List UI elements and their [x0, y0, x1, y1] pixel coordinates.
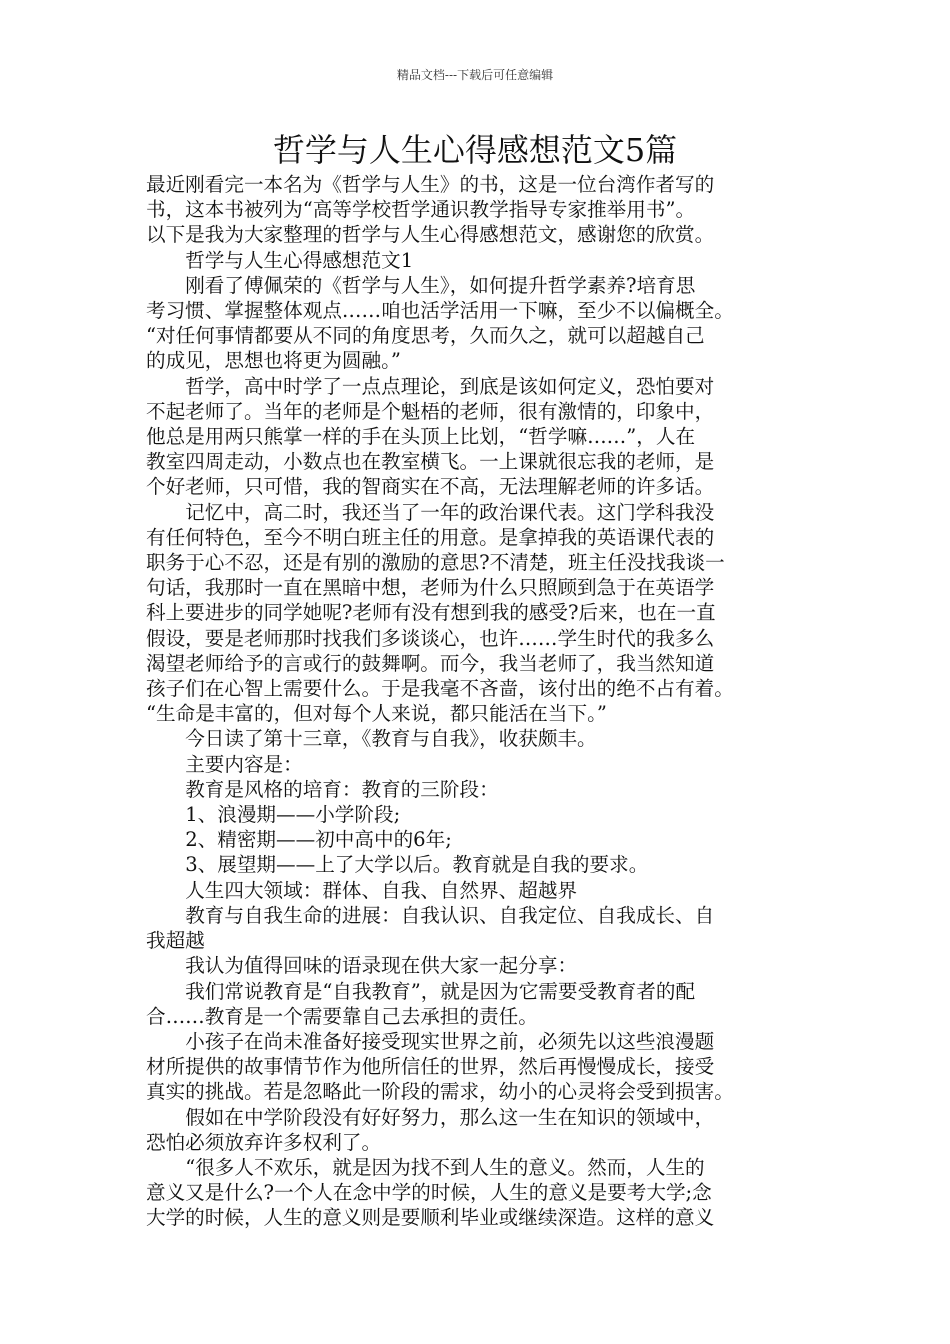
text-line: 真实的挑战。若是忽略此一阶段的需求，幼小的心灵将会受到损害。 — [146, 1080, 734, 1104]
text-line: 主要内容是： — [185, 752, 303, 776]
text-line: 最近刚看完一本名为《哲学与人生》的书，这是一位台湾作者写的 — [146, 173, 715, 196]
text-line: 的成见，思想也将更为圆融。” — [146, 349, 401, 373]
text-line: 个好老师，只可惜，我的智商实在不高，无法理解老师的许多话。 — [146, 475, 715, 499]
text-line: 不起老师了。当年的老师是个魁梧的老师，很有激情的，印象中， — [146, 399, 715, 423]
text-line: 材所提供的故事情节作为他所信任的世界，然后再慢慢成长，接受 — [146, 1055, 715, 1079]
text-line: 记忆中，高二时，我还当了一年的政治课代表。这门学科我没 — [185, 500, 715, 524]
text-line: 句话，我那时一直在黑暗中想，老师为什么只照顾到急于在英语学 — [146, 576, 715, 600]
page-title: 哲学与人生心得感想范文5篇 — [272, 131, 678, 169]
text-line: 大学的时候，人生的意义则是要顺利毕业或继续深造。这样的意义 — [146, 1206, 715, 1230]
text-line: 刚看了傅佩荣的《哲学与人生》，如何提升哲学素养?培育思 — [185, 273, 696, 297]
text-line: 有任何特色，至今不明白班主任的用意。是拿掉我的英语课代表的 — [146, 525, 715, 549]
text-line: 人生四大领域：群体、自我、自然界、超越界 — [185, 878, 578, 902]
text-line: 哲学，高中时学了一点点理论，到底是该如何定义，恐怕要对 — [185, 374, 715, 398]
text-line: 考习惯、掌握整体观点……咱也活学活用一下嘛，至少不以偏概全。 — [146, 299, 734, 323]
list-item: 3、展望期——上了大学以后。教育就是自我的要求。 — [185, 853, 649, 877]
text-line: “对任何事情都要从不同的角度思考，久而久之，就可以超越自己 — [146, 324, 705, 348]
page-header: 精品文档---下载后可任意编辑 — [396, 68, 554, 82]
text-line: “很多人不欢乐，就是因为找不到人生的意义。然而，人生的 — [185, 1155, 705, 1179]
list-item: 1、浪漫期——小学阶段; — [185, 803, 401, 827]
text-line: 我认为值得回味的语录现在供大家一起分享： — [185, 954, 578, 978]
text-line: 书，这本书被列为“高等学校哲学通识教学指导专家推举用书”。 — [146, 198, 696, 222]
text-line: 我超越 — [146, 929, 205, 953]
text-line: 假如在中学阶段没有好好努力，那么这一生在知识的领域中， — [185, 1105, 715, 1129]
text-line: 渴望老师给予的言或行的鼓舞啊。而今，我当老师了，我当然知道 — [146, 651, 715, 675]
text-line: 假设，要是老师那时找我们多谈谈心，也许……学生时代的我多么 — [146, 626, 715, 650]
list-item: 教育是风格的培育：教育的三阶段： — [185, 777, 499, 801]
text-line: 今日读了第十三章，《教育与自我》，收获颇丰。 — [185, 727, 597, 751]
text-line: 合……教育是一个需要靠自己去承担的责任。 — [146, 1004, 538, 1028]
section-heading: 哲学与人生心得感想范文1 — [185, 248, 414, 272]
text-line: 科上要进步的同学她呢?老师有没有想到我的感受?后来，也在一直 — [146, 601, 716, 625]
text-line: 孩子们在心智上需要什么。于是我毫不吝啬，该付出的绝不占有着。 — [146, 677, 734, 701]
text-line: 教室四周走动，小数点也在教室横飞。一上课就很忘我的老师，是 — [146, 450, 715, 474]
text-line: 意义又是什么?一个人在念中学的时候，人生的意义是要考大学;念 — [146, 1181, 712, 1205]
text-line: 小孩子在尚未准备好接受现实世界之前，必须先以这些浪漫题 — [185, 1029, 715, 1053]
text-line: “生命是丰富的，但对每个人来说，都只能活在当下。” — [146, 702, 607, 726]
text-line: 恐怕必须放弃许多权利了。 — [146, 1130, 382, 1154]
list-item: 2、精密期——初中高中的6年; — [185, 828, 452, 852]
text-line: 职务于心不忍，还是有别的激励的意思?不清楚，班主任没找我谈一 — [146, 551, 725, 575]
text-line: 教育与自我生命的进展：自我认识、自我定位、自我成长、自 — [185, 903, 715, 927]
text-line: 我们常说教育是“自我教育”，就是因为它需要受教育者的配 — [185, 979, 696, 1003]
text-line: 他总是用两只熊掌一样的手在头顶上比划，“哲学嘛……”，人在 — [146, 425, 696, 449]
text-line: 以下是我为大家整理的哲学与人生心得感想范文，感谢您的欣赏。 — [146, 223, 715, 247]
document-body — [146, 172, 814, 1231]
